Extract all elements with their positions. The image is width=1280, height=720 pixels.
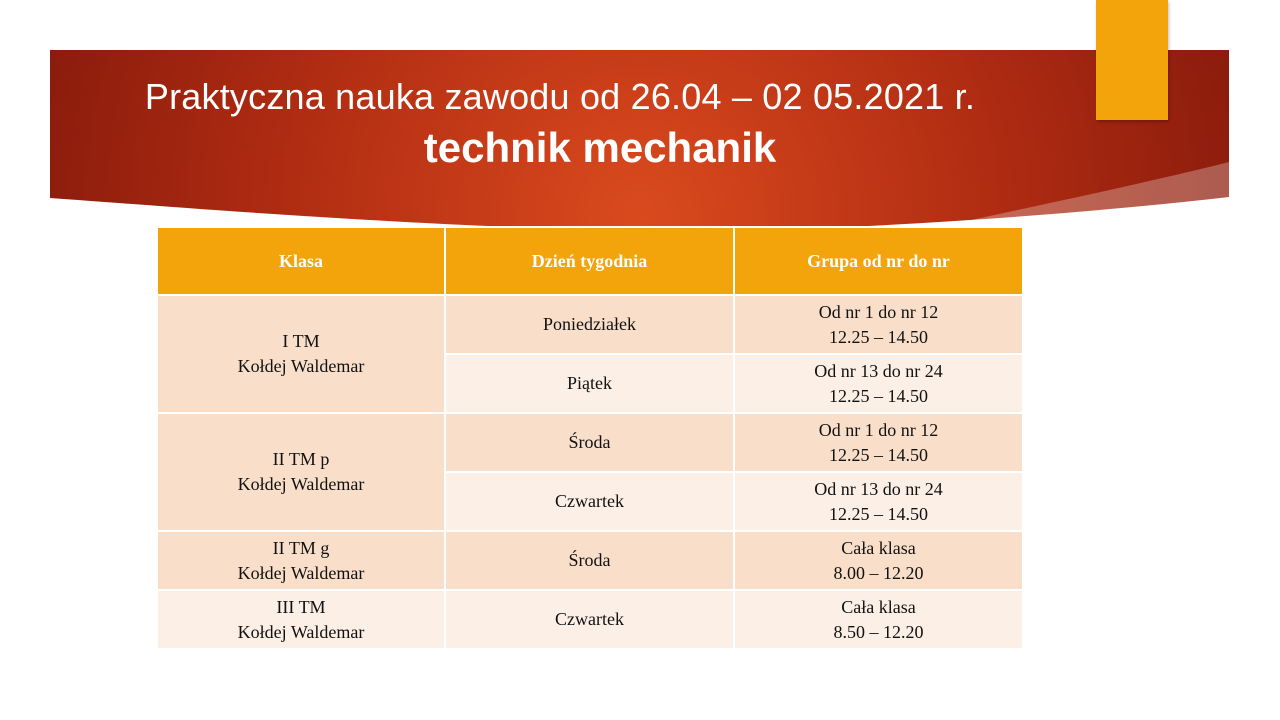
group-range: Od nr 13 do nr 24 [814,478,943,499]
table-row [157,413,1023,472]
class-name: III TM [276,596,326,617]
group-cell [734,295,1023,354]
group-cell [734,413,1023,472]
day-cell: Piątek [445,354,734,413]
group-range: Cała klasa [841,537,916,558]
group-cell [734,590,1023,649]
class-cell [157,413,445,531]
class-cell [157,531,445,590]
table-row [157,531,1023,590]
time-range: 12.25 – 14.50 [829,326,928,347]
accent-tab [1096,0,1168,120]
time-range: 12.25 – 14.50 [829,503,928,524]
day-cell: Czwartek [445,472,734,531]
header-day: Dzień tygodnia [445,227,734,295]
table-row [157,295,1023,354]
teacher-name: Kołdej Waldemar [237,474,365,494]
class-name: I TM [282,331,320,351]
group-range: Od nr 1 do nr 12 [818,419,939,440]
table-row [157,590,1023,649]
teacher-name: Kołdej Waldemar [237,621,365,642]
group-range: Cała klasa [841,596,916,617]
group-cell [734,472,1023,531]
class-cell [157,590,445,649]
day-cell: Środa [445,531,734,590]
header-class: Klasa [157,227,445,295]
class-cell [157,295,445,413]
day-cell: Poniedziałek [445,295,734,354]
group-range: Od nr 13 do nr 24 [814,360,943,381]
time-range: 8.50 – 12.20 [833,621,924,642]
class-name: II TM p [272,449,330,469]
table-header-row [157,227,1023,295]
group-cell [734,354,1023,413]
slide-title: Praktyczna nauka zawodu od 26.04 – 02 05.2021 r. [144,76,976,117]
header-group: Grupa od nr do nr [734,227,1023,295]
group-range: Od nr 1 do nr 12 [818,301,939,322]
group-cell [734,531,1023,590]
day-cell: Środa [445,413,734,472]
class-name: II TM g [272,537,330,558]
teacher-name: Kołdej Waldemar [237,562,365,583]
teacher-name: Kołdej Waldemar [237,356,365,376]
day-cell: Czwartek [445,590,734,649]
slide-subtitle: technik mechanik [423,124,777,171]
time-range: 8.00 – 12.20 [833,562,924,583]
schedule-table [156,226,1024,650]
time-range: 12.25 – 14.50 [829,385,928,406]
time-range: 12.25 – 14.50 [829,444,928,465]
